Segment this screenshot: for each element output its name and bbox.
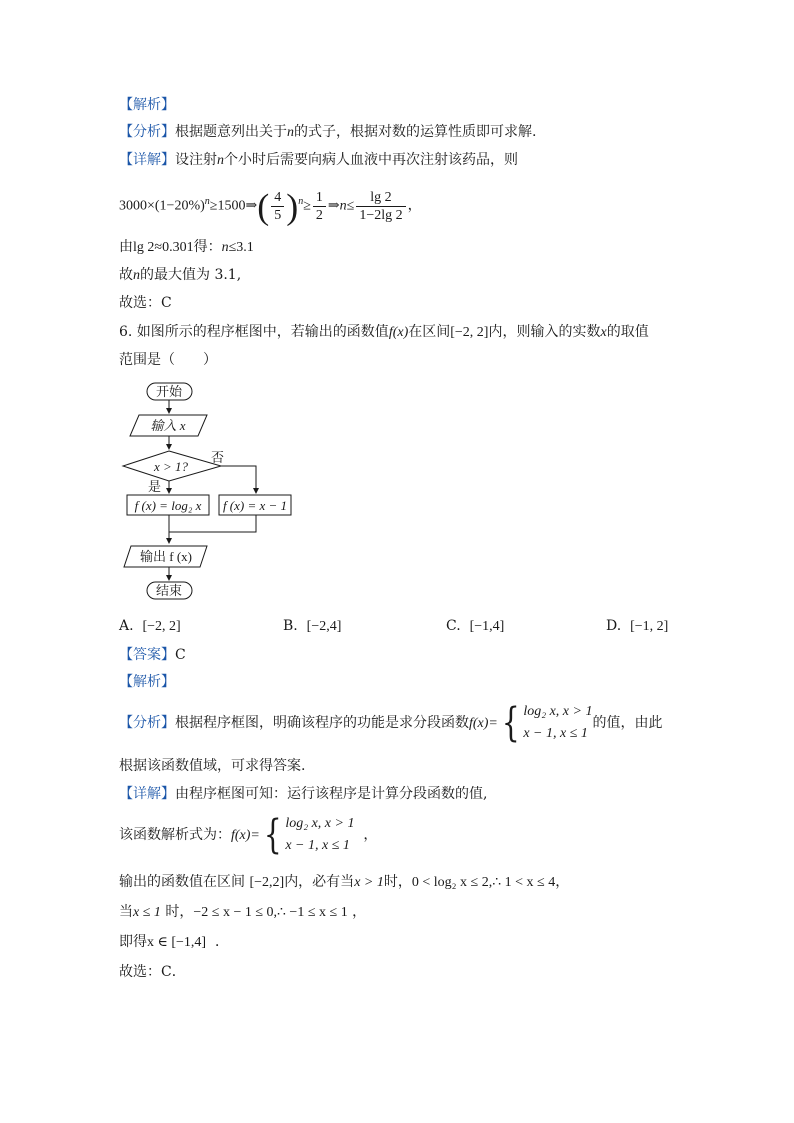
formula-ge2: ≥	[303, 198, 311, 214]
var-n: n	[217, 153, 224, 168]
function-line: 该函数解析式为：f(x)={ log₂ x, x > 1 x − 1, x ≤ 1 ，	[119, 812, 378, 858]
detail-text-b: 个小时后需要向病人血液中再次注射该药品，则	[224, 152, 518, 168]
detail-tag: 【详解】	[119, 152, 175, 168]
analysis-1	[119, 122, 536, 143]
end-label: 结束	[155, 583, 183, 598]
answer-value: C	[175, 647, 186, 663]
answer-select-1: 故选：C	[119, 295, 172, 311]
condition-label: x > 1?	[153, 459, 189, 474]
fraction-4-5: $\frac{4}{5}$	[271, 189, 284, 224]
yes-label: 是	[148, 479, 162, 494]
analysis-text-b: 的式子，根据对数的运算性质即可求解.	[294, 124, 537, 140]
line-lg: 由lg 2≈0.301得：n≤3.1	[119, 239, 254, 255]
answer-line	[119, 645, 186, 665]
formula-implies: ⇒	[327, 198, 340, 214]
formula-n: n	[339, 198, 347, 214]
detail-1	[119, 150, 518, 171]
analysis-text-a: 根据题意列出关于	[175, 124, 287, 140]
option-c[interactable]: C. [−1,4]	[446, 618, 505, 634]
detail-2: 【详解】由程序框图可知：运行该程序是计算分段函数的值,	[119, 786, 488, 802]
answer-select-2: 故选：C．	[119, 964, 186, 980]
line-max: 故n的最大值为 3.1,	[119, 267, 242, 283]
formula-exp2: n	[298, 196, 304, 207]
no-label: 否	[211, 450, 225, 465]
analysis-2: 【分析】根据程序框图，明确该程序的功能是求分段函数f(x)={ log₂ x, x > 1 x − 1, x ≤ 1 的值，由此	[119, 700, 663, 746]
answer-tag: 【答案】	[119, 647, 175, 663]
option-b[interactable]: B. [−2,4]	[283, 618, 342, 634]
q6-fx: f(x)	[388, 325, 409, 340]
formula-exp: n	[204, 196, 210, 207]
var-n: n	[287, 125, 294, 140]
fraction-lg: $\frac{\lg 2}{1-2\lg 2}$	[356, 189, 405, 224]
lg-approx: lg 2≈0.301	[133, 240, 194, 255]
question-6: 6. 如图所示的程序框图中，若输出的函数值f(x)在区间[−2, 2]内，则输入的实数x的取值	[119, 324, 649, 340]
formula-ge: ≥1500⇒	[209, 198, 258, 214]
heading-jiexi-1: 【解析】	[119, 97, 175, 113]
minus-label: f (x) = x − 1	[222, 498, 288, 513]
result-line: 即得x ∈ [−1,4] ．	[119, 934, 229, 950]
output-label: 输出 f (x)	[140, 549, 192, 564]
option-a[interactable]: A. [−2, 2]	[119, 618, 181, 634]
q6-interval: [−2, 2]	[450, 325, 489, 340]
formula-le: ≤	[346, 198, 355, 214]
fraction-1-2: $\frac{1}{2}$	[313, 189, 326, 224]
piecewise-2: log₂ x, x > 1 x − 1, x ≤ 1	[285, 816, 355, 853]
log-label: f (x) = log₂ x	[134, 498, 202, 513]
formula-1: $3000\times(1-20\%)^n\ge 1500\Rightarrow$( $\frac{4}{5}$ )$^n$≥ $\frac{1}{2}$ ⇒n≤ $\frac{\lg 2}{1-2\lg 2}$ ，	[119, 186, 422, 227]
range-line: 输出的函数值在区间 [−2,2]内，必有当x > 1时，0 < log₂ x ≤ 2,∴ 1 < x ≤ 4，	[119, 874, 570, 890]
option-d[interactable]: D. [−1, 2]	[606, 618, 669, 634]
analysis-tag: 【分析】	[119, 124, 175, 140]
heading-jiexi-2: 【解析】	[119, 674, 175, 690]
formula-tail: ，	[407, 198, 422, 214]
start-label: 开始	[155, 384, 183, 399]
formula-lhs: 3000×(1−20%)	[119, 198, 205, 214]
when-line: 当x ≤ 1 时，−2 ≤ x − 1 ≤ 0,∴ −1 ≤ x ≤ 1 ，	[119, 904, 367, 920]
piecewise-1: log₂ x, x > 1 x − 1, x ≤ 1	[523, 704, 593, 741]
analysis-2-line2: 根据该函数值域，可求得答案.	[119, 758, 306, 774]
input-label: 输入 x	[150, 418, 186, 433]
flowchart	[115, 380, 305, 608]
detail-text-a: 设注射	[175, 152, 217, 168]
question-6-line2: 范围是（ ）	[119, 352, 217, 368]
